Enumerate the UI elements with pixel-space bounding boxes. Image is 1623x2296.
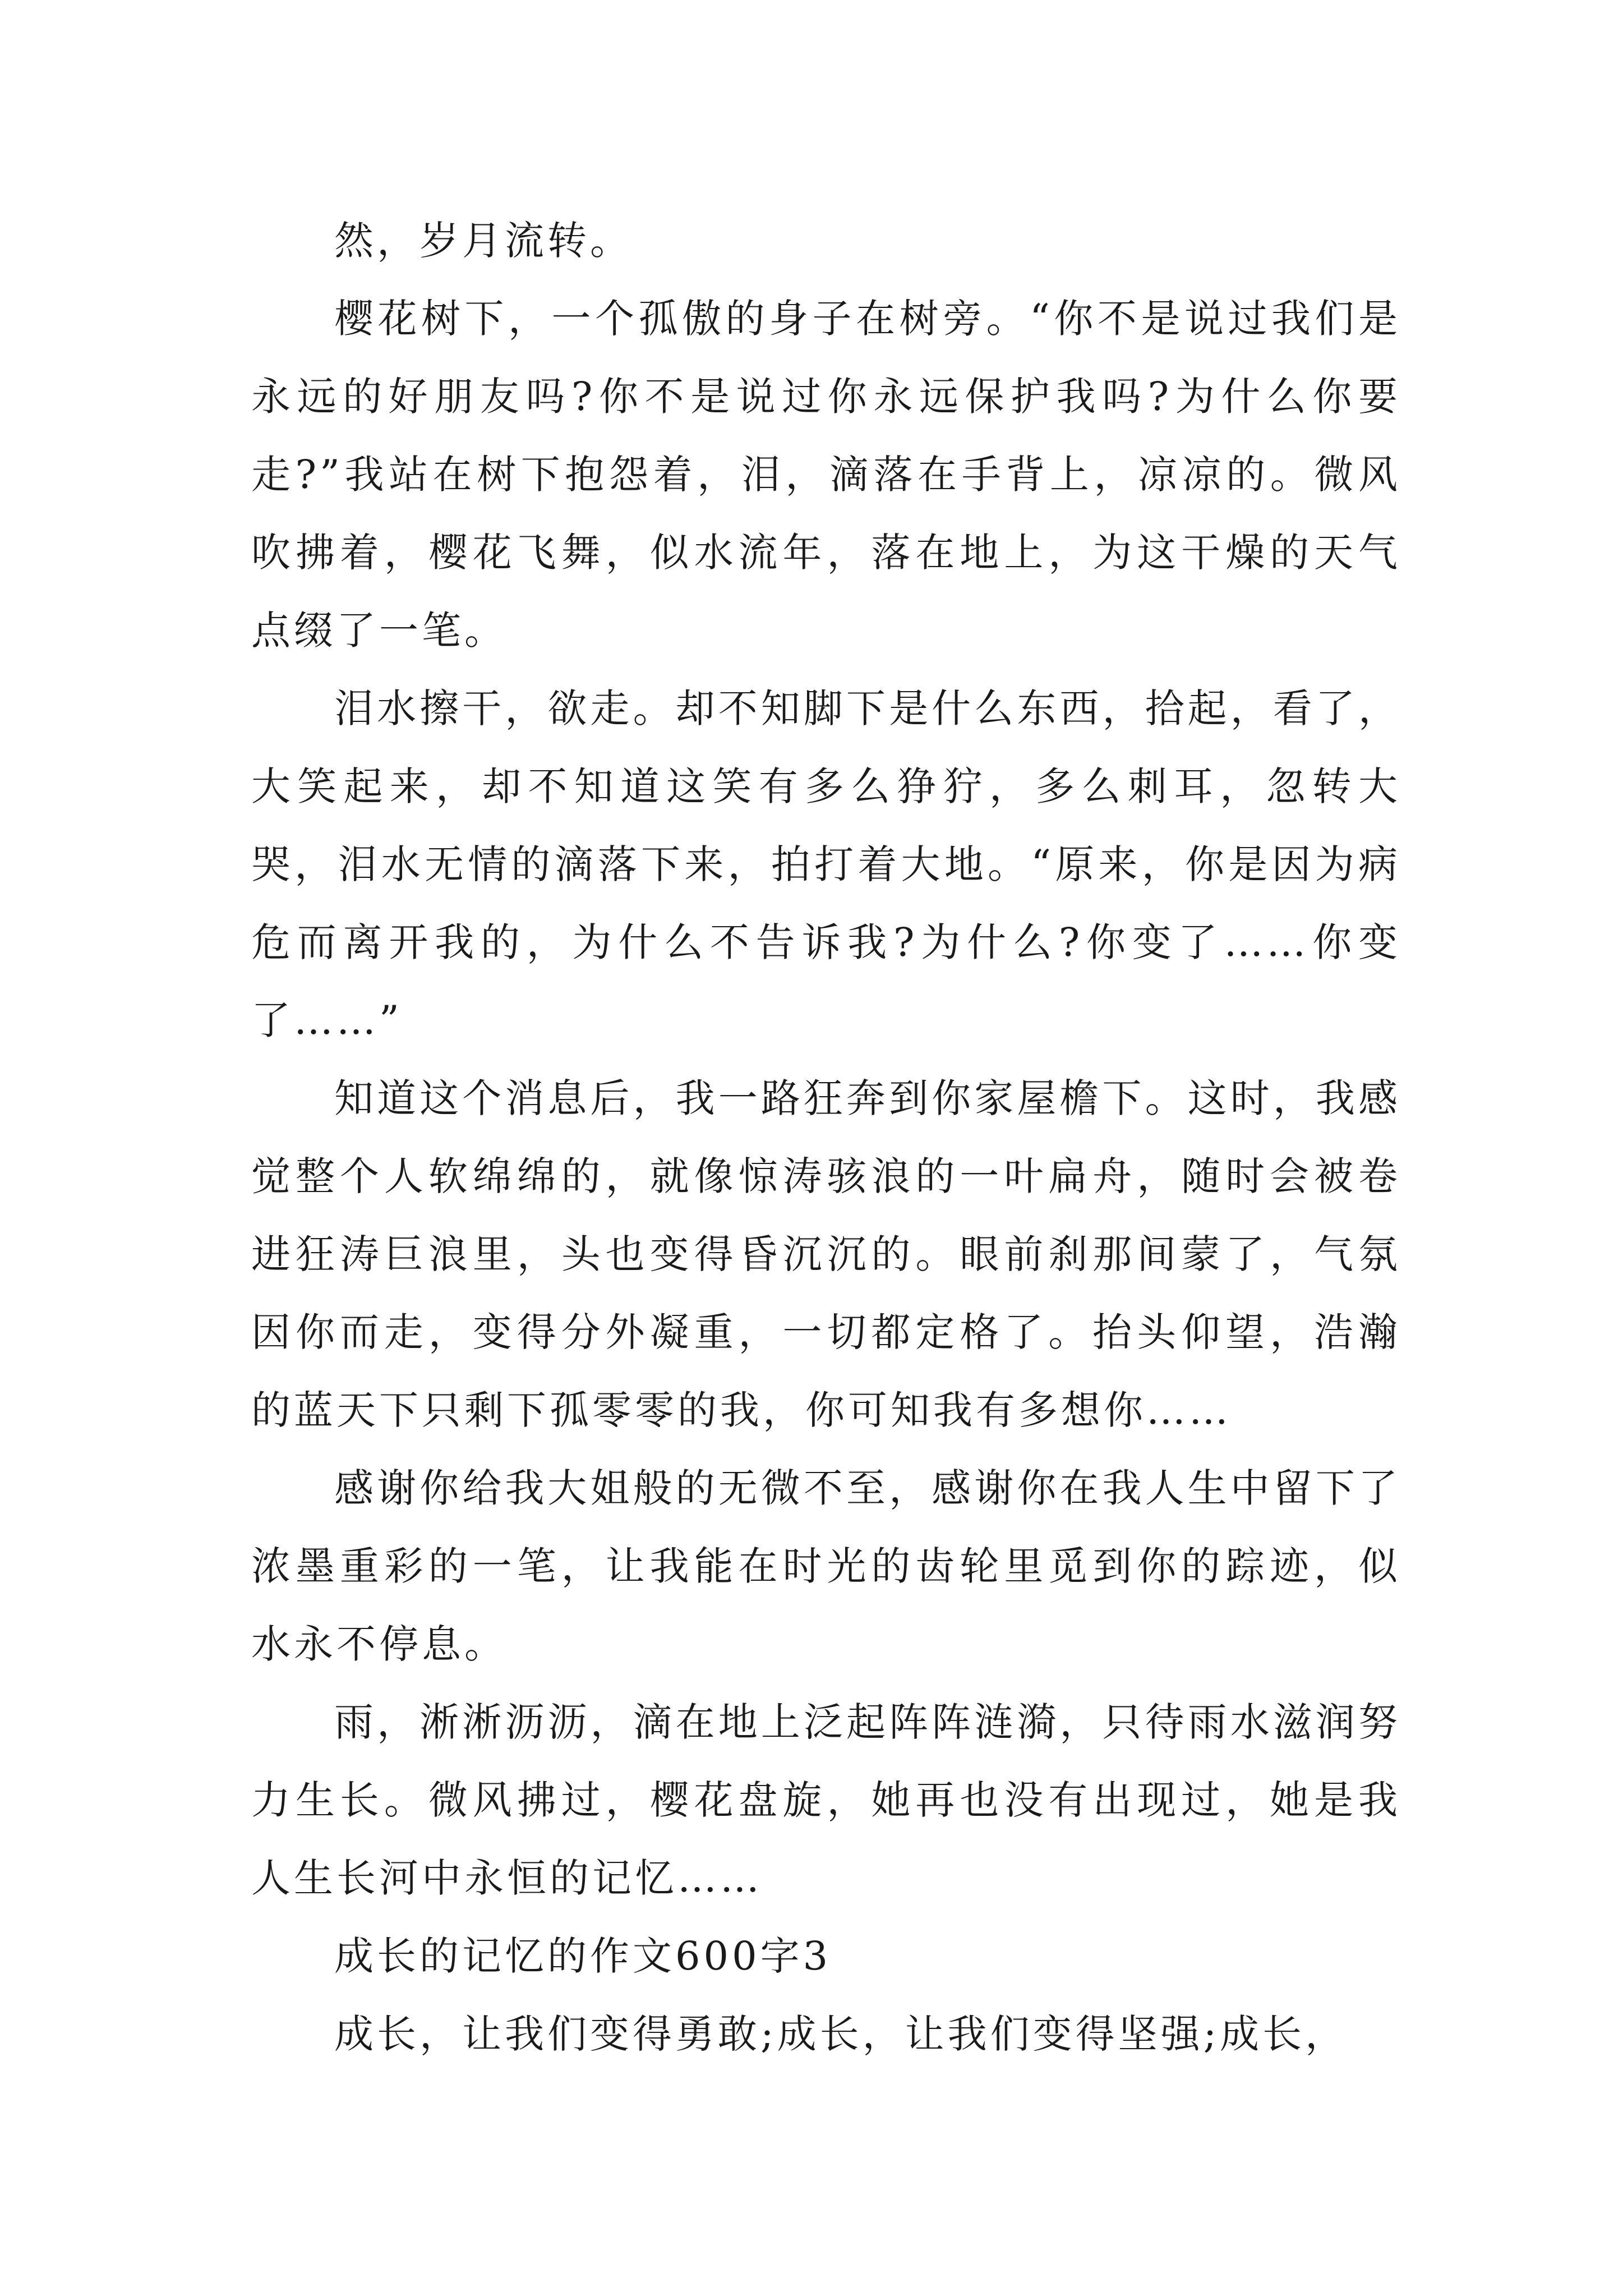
paragraph-2: 樱花树下，一个孤傲的身子在树旁。“你不是说过我们是永远的好朋友吗?你不是说过你永远保护我吗?为什么你要走?”我站在树下抱怨着，泪，滴落在手背上，凉凉的。微风吹拂着，樱花飞舞，似水流年，落在地上，为这干燥的天气点缀了一笔。 (251, 296, 1401, 654)
document-body (251, 202, 1401, 2073)
paragraph-6: 雨，淅淅沥沥，滴在地上泛起阵阵涟漪，只待雨水滋润努力生长。微风拂过，樱花盘旋，她再也没有出现过，她是我人生长河中永恒的记忆…… (251, 1699, 1401, 1901)
paragraph-4: 知道这个消息后，我一路狂奔到你家屋檐下。这时，我感觉整个人软绵绵的，就像惊涛骇浪的一叶扁舟，随时会被卷进狂涛巨浪里，头也变得昏沉沉的。眼前刹那间蒙了，气氛因你而走，变得分外凝重，一切都定格了。抬头仰望，浩瀚的蓝天下只剩下孤零零的我，你可知我有多想你…… (251, 1075, 1401, 1433)
paragraph-3: 泪水擦干，欲走。却不知脚下是什么东西，拾起，看了，大笑起来，却不知道这笑有多么狰狞，多么刺耳，忽转大哭，泪水无情的滴落下来，拍打着大地。“原来，你是因为病危而离开我的，为什么不告诉我?为什么?你变了……你变了……” (251, 685, 1401, 1043)
paragraph-5: 感谢你给我大姐般的无微不至，感谢你在我人生中留下了浓墨重彩的一笔，让我能在时光的齿轮里觅到你的踪迹，似水永不停息。 (251, 1465, 1401, 1667)
essay-heading: 成长的记忆的作文600字3 (334, 1933, 832, 1979)
paragraph-last: 成长，让我们变得勇敢;成长，让我们变得坚强;成长， (334, 2011, 1348, 2057)
paragraph-1: 然，岁月流转。 (334, 218, 633, 264)
